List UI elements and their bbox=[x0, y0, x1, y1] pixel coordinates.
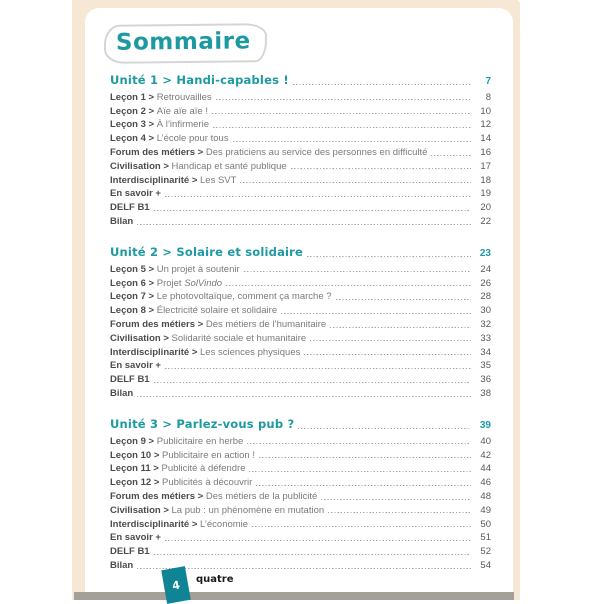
row-title: Handicap et santé publique bbox=[171, 160, 287, 172]
row-page-number: 54 bbox=[480, 559, 491, 571]
dotted-leader bbox=[216, 99, 471, 101]
toc-row bbox=[110, 461, 491, 475]
dotted-leader bbox=[213, 126, 471, 128]
row-label: Leçon 3 > bbox=[110, 119, 157, 131]
dotted-leader bbox=[259, 457, 471, 459]
unit-page-number: 39 bbox=[479, 419, 491, 431]
toc-row bbox=[110, 502, 491, 516]
row-label: Leçon 4 > bbox=[110, 133, 157, 145]
row-page-number: 51 bbox=[480, 532, 491, 544]
row-page-number: 46 bbox=[480, 477, 491, 489]
toc-row bbox=[110, 186, 491, 200]
row-title: Électricité solaire et solidaire bbox=[156, 305, 278, 317]
toc-row bbox=[110, 488, 491, 502]
row-page-number: 52 bbox=[480, 546, 491, 558]
row-label: Civilisation > bbox=[110, 160, 172, 172]
unit-heading-label: Unité 2 > Solaire et solidaire bbox=[110, 244, 304, 259]
row-title: Un projet à soutenir bbox=[156, 263, 240, 275]
dotted-leader bbox=[252, 526, 471, 528]
row-title: Publicités à découvrir bbox=[162, 477, 253, 489]
dotted-leader bbox=[256, 484, 471, 486]
row-label: Bilan bbox=[110, 559, 134, 571]
dotted-leader bbox=[240, 182, 471, 184]
dotted-leader bbox=[244, 271, 471, 273]
row-title: Des métiers de l’humanitaire bbox=[205, 318, 327, 330]
toc-row bbox=[110, 433, 491, 447]
row-page-number: 16 bbox=[480, 146, 491, 158]
row-page-number: 24 bbox=[480, 263, 491, 275]
toc-row bbox=[110, 516, 491, 530]
dotted-leader bbox=[310, 340, 471, 342]
toc-row bbox=[110, 144, 491, 158]
row-label: Leçon 10 > bbox=[110, 449, 163, 461]
dotted-leader bbox=[247, 443, 471, 445]
row-label: Bilan bbox=[110, 387, 134, 399]
row-label: En savoir + bbox=[110, 188, 161, 200]
dotted-leader bbox=[226, 285, 471, 287]
row-title: Retrouvailles bbox=[156, 91, 212, 103]
row-page-number: 10 bbox=[480, 105, 491, 117]
toc-row bbox=[110, 103, 491, 117]
toc-row bbox=[110, 261, 491, 275]
row-label: En savoir + bbox=[110, 360, 161, 372]
toc-unit-3 bbox=[110, 414, 491, 571]
row-page-number: 36 bbox=[480, 374, 491, 386]
row-title: À l’infirmerie bbox=[156, 119, 209, 131]
row-label: Forum des métiers > bbox=[110, 318, 206, 330]
row-label: Leçon 9 > bbox=[110, 435, 157, 447]
toc-row bbox=[110, 530, 491, 544]
row-title: Des praticiens au service des personnes en difficulté bbox=[205, 146, 428, 158]
row-label: DELF B1 bbox=[110, 202, 150, 214]
dotted-leader bbox=[307, 255, 471, 257]
unit-heading-label: Unité 3 > Parlez-vous pub ? bbox=[110, 416, 295, 431]
row-title-italic: SolVindo bbox=[184, 277, 223, 289]
toc-row bbox=[110, 117, 491, 131]
row-title: Les SVT bbox=[200, 174, 237, 186]
row-label: DELF B1 bbox=[110, 374, 150, 386]
row-page-number: 30 bbox=[480, 305, 491, 317]
page-title-box bbox=[104, 23, 267, 64]
unit-heading-label: Unité 1 > Handi-capables ! bbox=[110, 73, 289, 87]
toc-row bbox=[110, 371, 491, 385]
toc-row bbox=[110, 199, 491, 213]
row-label: Interdisciplinarité > bbox=[110, 174, 201, 186]
row-title: Solidarité sociale et humanitaire bbox=[171, 332, 307, 344]
toc-row bbox=[110, 289, 491, 303]
dotted-leader bbox=[137, 395, 471, 397]
page-title: Sommaire bbox=[115, 28, 251, 56]
row-label: Leçon 2 > bbox=[110, 105, 157, 117]
unit-heading bbox=[110, 70, 491, 87]
book-bottom-edge bbox=[74, 592, 514, 600]
dotted-leader bbox=[154, 381, 471, 383]
row-page-number: 8 bbox=[485, 91, 491, 103]
dotted-leader bbox=[291, 168, 471, 170]
row-title: Publicitaire en action ! bbox=[162, 449, 255, 461]
row-title: La pub : un phénomène en mutation bbox=[171, 504, 325, 516]
toc-row bbox=[110, 275, 491, 289]
unit-page-number: 23 bbox=[479, 247, 491, 259]
dotted-leader bbox=[249, 470, 471, 472]
row-label: Leçon 5 > bbox=[110, 263, 157, 275]
row-page-number: 40 bbox=[480, 435, 491, 447]
toc-row bbox=[110, 89, 491, 103]
toc-page bbox=[85, 8, 513, 592]
toc-row bbox=[110, 385, 491, 399]
row-label: En savoir + bbox=[110, 532, 161, 544]
dotted-leader bbox=[431, 154, 471, 156]
page-number-word: quatre bbox=[196, 574, 234, 585]
row-label: Leçon 8 > bbox=[110, 305, 157, 317]
row-page-number: 50 bbox=[480, 518, 491, 530]
row-title: Publicitaire en herbe bbox=[156, 435, 244, 447]
toc-row bbox=[110, 130, 491, 144]
toc-row bbox=[110, 158, 491, 172]
toc-unit-1 bbox=[110, 70, 491, 227]
row-label: Leçon 1 > bbox=[110, 91, 157, 103]
row-title: Les sciences physiques bbox=[200, 346, 301, 358]
row-page-number: 18 bbox=[480, 174, 491, 186]
row-label: Interdisciplinarité > bbox=[110, 518, 201, 530]
row-title: L’économie bbox=[200, 518, 249, 530]
toc-row bbox=[110, 213, 491, 227]
toc-row bbox=[110, 358, 491, 372]
row-page-number: 19 bbox=[480, 188, 491, 200]
row-label: Civilisation > bbox=[110, 504, 172, 516]
row-label: Forum des métiers > bbox=[110, 146, 206, 158]
dotted-leader bbox=[233, 140, 471, 142]
row-label: Forum des métiers > bbox=[110, 490, 206, 502]
row-page-number: 49 bbox=[480, 504, 491, 516]
row-title: Aïe aïe aïe ! bbox=[156, 105, 208, 117]
toc-row bbox=[110, 474, 491, 488]
row-label: Leçon 11 > bbox=[110, 463, 162, 475]
row-title: Projet bbox=[156, 277, 185, 289]
row-page-number: 42 bbox=[480, 449, 491, 461]
dotted-leader bbox=[165, 539, 471, 541]
dotted-leader bbox=[281, 312, 471, 314]
row-page-number: 35 bbox=[480, 360, 491, 372]
row-title: Des métiers de la publicité bbox=[205, 490, 318, 502]
row-label: Leçon 7 > bbox=[110, 291, 157, 303]
unit-page-number: 7 bbox=[485, 76, 491, 87]
dotted-leader bbox=[321, 498, 471, 500]
row-page-number: 33 bbox=[480, 332, 491, 344]
dotted-leader bbox=[304, 354, 471, 356]
row-page-number: 12 bbox=[480, 119, 491, 131]
row-title: Le photovoltaïque, comment ça marche ? bbox=[156, 291, 332, 303]
dotted-leader bbox=[328, 512, 471, 514]
toc-row bbox=[110, 172, 491, 186]
dotted-leader bbox=[165, 195, 471, 197]
dotted-leader bbox=[212, 113, 471, 115]
page-number: 4 bbox=[171, 577, 181, 593]
toc-row bbox=[110, 302, 491, 316]
row-page-number: 17 bbox=[480, 160, 491, 172]
toc-row bbox=[110, 344, 491, 358]
toc-row bbox=[110, 543, 491, 557]
table-of-contents bbox=[110, 70, 491, 571]
dotted-leader bbox=[137, 567, 471, 569]
toc-row bbox=[110, 330, 491, 344]
row-label: Leçon 12 > bbox=[110, 477, 163, 489]
dotted-leader bbox=[336, 298, 471, 300]
row-page-number: 22 bbox=[480, 215, 491, 227]
dotted-leader bbox=[154, 553, 471, 555]
unit-heading bbox=[110, 414, 491, 431]
dotted-leader bbox=[298, 427, 471, 429]
row-page-number: 32 bbox=[480, 318, 491, 330]
row-label: Interdisciplinarité > bbox=[110, 346, 201, 358]
row-page-number: 26 bbox=[480, 277, 491, 289]
row-title: L’école pour tous bbox=[156, 133, 229, 145]
row-page-number: 28 bbox=[480, 291, 491, 303]
dotted-leader bbox=[165, 367, 471, 369]
row-label: DELF B1 bbox=[110, 546, 150, 558]
row-page-number: 44 bbox=[480, 463, 491, 475]
toc-row bbox=[110, 316, 491, 330]
dotted-leader bbox=[330, 326, 471, 328]
row-page-number: 20 bbox=[480, 202, 491, 214]
row-page-number: 14 bbox=[480, 133, 491, 145]
toc-unit-2 bbox=[110, 242, 491, 399]
row-page-number: 48 bbox=[480, 490, 491, 502]
row-label: Civilisation > bbox=[110, 332, 172, 344]
row-label: Bilan bbox=[110, 215, 134, 227]
row-page-number: 38 bbox=[480, 387, 491, 399]
row-label: Leçon 6 > bbox=[110, 277, 157, 289]
row-title: Publicité à défendre bbox=[161, 463, 246, 475]
dotted-leader bbox=[137, 223, 471, 225]
unit-heading bbox=[110, 242, 491, 259]
row-page-number: 34 bbox=[480, 346, 491, 358]
dotted-leader bbox=[154, 209, 471, 211]
dotted-leader bbox=[293, 83, 471, 85]
toc-row bbox=[110, 447, 491, 461]
